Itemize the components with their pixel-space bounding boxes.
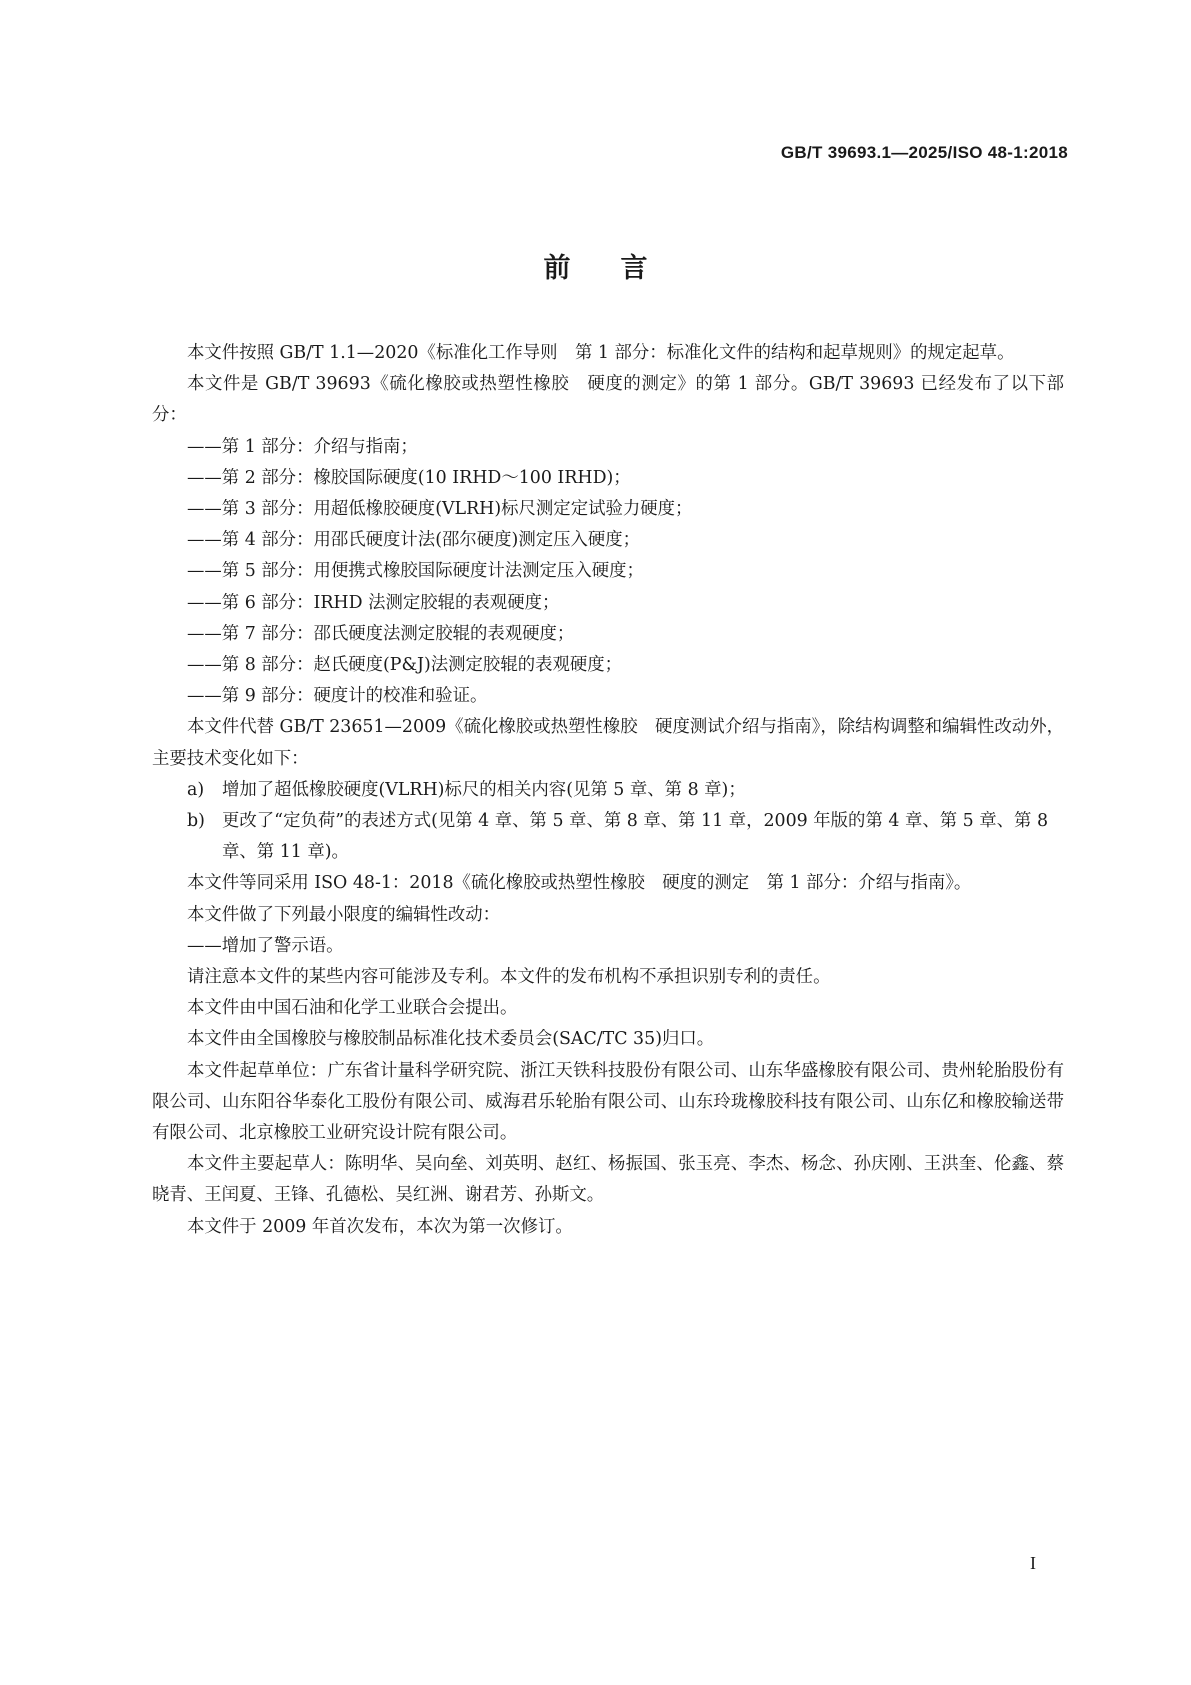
paragraph-replaces: 本文件代替 GB/T 23651—2009《硫化橡胶或热塑性橡胶 硬度测试介绍与指南》，除结构调整和编辑性改动外，主要技术变化如下： — [152, 717, 1064, 769]
paragraph-adoption: 本文件等同采用 ISO 48-1：2018《硫化橡胶或热塑性橡胶 硬度的测定 第 1 部分：介绍与指南》。 — [187, 873, 972, 894]
list-item-part-8: ——第 8 部分：赵氏硬度(P&J)法测定胶辊的表观硬度； — [187, 655, 623, 676]
paragraph-drafters: 本文件主要起草人：陈明华、吴向垒、刘英明、赵红、杨振国、张玉亮、李杰、杨念、孙庆刚、王洪奎、伦鑫、蔡晓青、王闰夏、王锋、孔德松、吴红洲、谢君芳、孙斯文。 — [152, 1154, 1064, 1206]
list-item-change-b — [152, 806, 1064, 868]
foreword-body — [152, 338, 1064, 1243]
list-item-part-7: ——第 7 部分：邵氏硬度法测定胶辊的表观硬度； — [187, 623, 575, 644]
list-marker: b) — [187, 811, 205, 832]
paragraph-drafting-units: 本文件起草单位：广东省计量科学研究院、浙江天铁科技股份有限公司、山东华盛橡胶有限公司、贵州轮胎股份有限公司、山东阳谷华泰化工股份有限公司、威海君乐轮胎有限公司、山东玲珑橡胶科技有限公司、山东亿和橡胶输送带有限公司、北京橡胶工业研究设计院有限公司。 — [152, 1060, 1064, 1144]
list-item-warning: ——增加了警示语。 — [187, 935, 344, 956]
paragraph-committee: 本文件由全国橡胶与橡胶制品标准化技术委员会(SAC/TC 35)归口。 — [187, 1029, 715, 1050]
list-item-part-4: ——第 4 部分：用邵氏硬度计法(邵尔硬度)测定压入硬度； — [187, 530, 641, 551]
paragraph-series-intro: 本文件是 GB/T 39693《硫化橡胶或热塑性橡胶 硬度的测定》的第 1 部分。GB/T 39693 已经发布了以下部分： — [152, 374, 1064, 426]
paragraph-proposer: 本文件由中国石油和化学工业联合会提出。 — [187, 998, 518, 1019]
list-item-part-2: ——第 2 部分：橡胶国际硬度(10 IRHD～100 IRHD)； — [187, 467, 631, 488]
list-item-part-9: ——第 9 部分：硬度计的校准和验证。 — [187, 686, 488, 707]
document-code: GB/T 39693.1—2025/ISO 48-1:2018 — [780, 143, 1068, 162]
list-marker: a) — [187, 779, 205, 800]
list-item-part-3: ——第 3 部分：用超低橡胶硬度(VLRH)标尺测定定试验力硬度； — [187, 499, 693, 520]
page-number: I — [1030, 1553, 1036, 1573]
paragraph-editorial-changes: 本文件做了下列最小限度的编辑性改动： — [187, 904, 501, 925]
list-item-part-6: ——第 6 部分：IRHD 法测定胶辊的表观硬度； — [187, 592, 560, 613]
list-item-part-1: ——第 1 部分：介绍与指南； — [187, 436, 418, 457]
page-title: 前言 — [543, 253, 698, 284]
paragraph-history: 本文件于 2009 年首次发布，本次为第一次修订。 — [187, 1216, 573, 1237]
list-item-text: 增加了超低橡胶硬度(VLRH)标尺的相关内容(见第 5 章、第 8 章)； — [222, 779, 746, 800]
list-item-text: 更改了“定负荷”的表述方式(见第 4 章、第 5 章、第 8 章、第 11 章，2009 年版的第 4 章、第 5 章、第 8 章、第 11 章)。 — [222, 811, 1049, 863]
paragraph-patent-notice: 请注意本文件的某些内容可能涉及专利。本文件的发布机构不承担识别专利的责任。 — [187, 967, 831, 988]
list-item-part-5: ——第 5 部分：用便携式橡胶国际硬度计法测定压入硬度； — [187, 561, 644, 582]
paragraph-drafting-rules: 本文件按照 GB/T 1.1—2020《标准化工作导则 第 1 部分：标准化文件的结构和起草规则》的规定起草。 — [187, 343, 1015, 363]
list-item-change-a — [152, 775, 1064, 806]
